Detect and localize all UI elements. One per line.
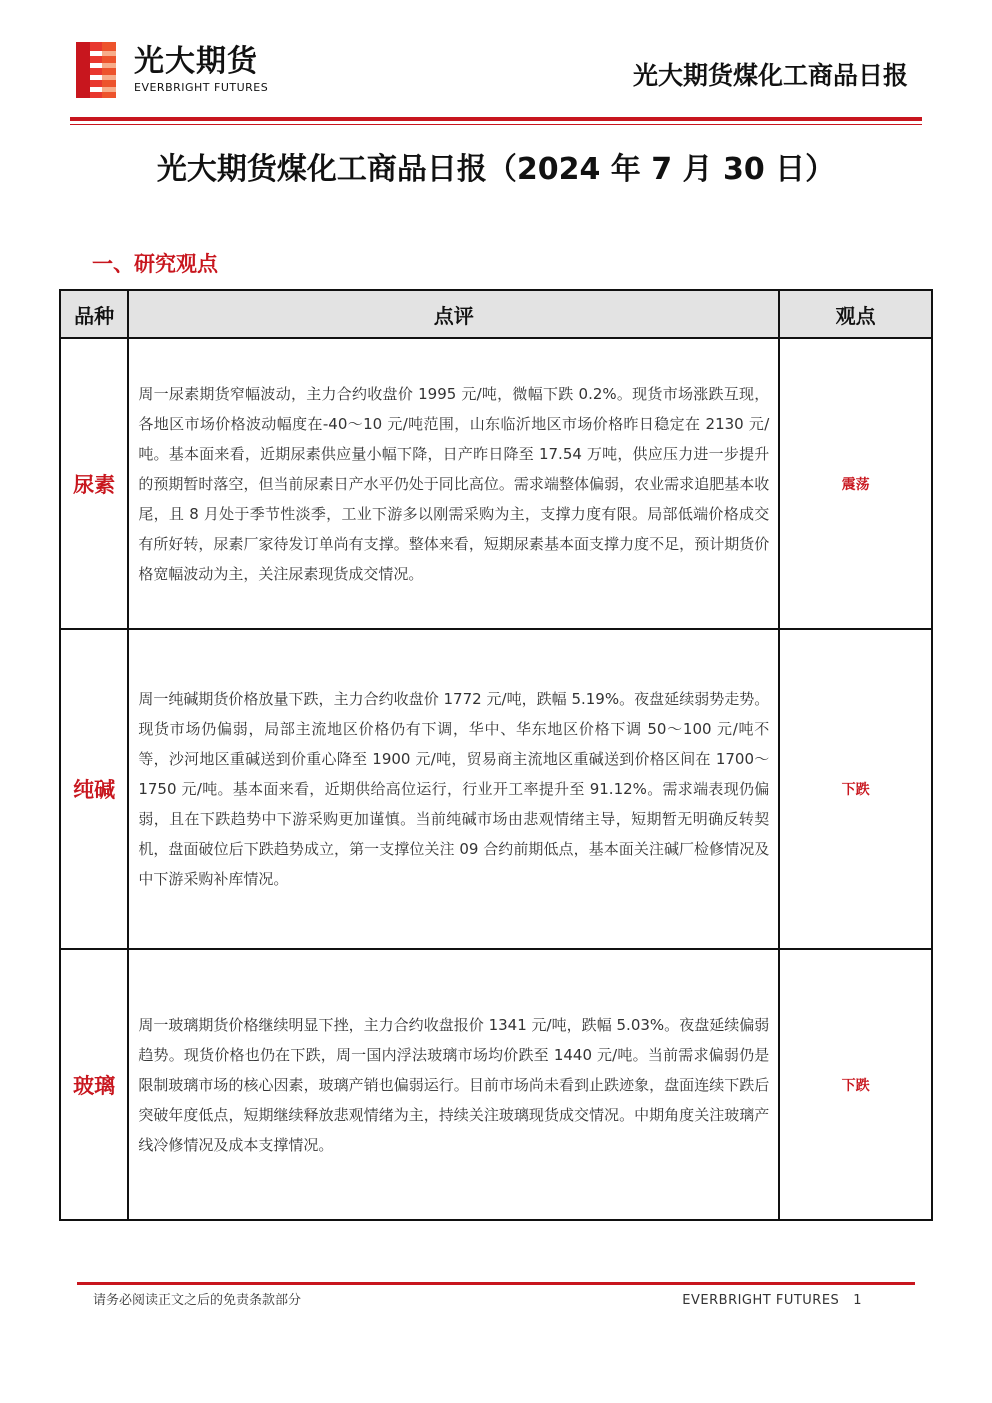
variety-name: 纯碱 [60,629,128,949]
page-number: 1 [853,1293,862,1308]
logo-text-cn: 光大期货 [134,44,258,79]
variety-name: 玻璃 [60,949,128,1220]
logo-text-en: EVERBRIGHT FUTURES [134,81,269,94]
footer-disclaimer: 请务必阅读正文之后的免责条款部分 [93,1293,302,1308]
document-title: 光大期货煤化工商品日报（2024 年 7 月 30 日） [156,152,836,187]
comment-text: 周一尿素期货窄幅波动，主力合约收盘价 1995 元/吨，微幅下跌 0.2%。现货市场涨跌互现，各地区市场价格波动幅度在-40～10 元/吨范围，山东临沂地区市场价格昨日稳定在 2130 元/吨。基本面来看，近期尿素供应量小幅下降，日产昨日降至 17.54 万吨，供应压力进一步提升的预期暂时落空，但当前尿素日产水平仍处于同比高位。需求端整体偏弱，农业需求追肥基本收尾，且 8 月处于季节性淡季，工业下游多以刚需采购为主，支撑力度有限。局部低端价格成交有所好转，尿素厂家待发订单尚有支撑。整体来看，短期尿素基本面支撑力度不足，预计期货价格宽幅波动为主，关注尿素现货成交情况。 [128,338,779,629]
footer-brand: EVERBRIGHT FUTURES [682,1293,840,1308]
table-header-row [60,290,932,338]
table-row-urea [60,338,932,629]
research-view-table [59,289,933,1221]
variety-name: 尿素 [60,338,128,629]
header-divider [70,117,922,121]
header-view: 观点 [779,290,932,338]
comment-text: 周一纯碱期货价格放量下跌，主力合约收盘价 1772 元/吨，跌幅 5.19%。夜盘延续弱势走势。现货市场仍偏弱，局部主流地区价格仍有下调，华中、华东地区价格下调 50～100 元/吨不等，沙河地区重碱送到价重心降至 1900 元/吨，贸易商主流地区重碱送到价格区间在 1700～1750 元/吨。基本面来看，近期供给高位运行，行业开工率提升至 91.12%。需求端表现仍偏弱，且在下跌趋势中下游采购更加谨慎。当前纯碱市场由悲观情绪主导，短期暂无明确反转契机，盘面破位后下跌趋势成立，第一支撑位关注 09 合约前期低点，基本面关注碱厂检修情况及中下游采购补库情况。 [128,629,779,949]
comment-text: 周一玻璃期货价格继续明显下挫，主力合约收盘报价 1341 元/吨，跌幅 5.03%。夜盘延续偏弱趋势。现货价格也仍在下跌，周一国内浮法玻璃市场均价跌至 1440 元/吨。当前需求偏弱仍是限制玻璃市场的核心因素，玻璃产销也偏弱运行。目前市场尚未看到止跌迹象，盘面连续下跌后突破年度低点，短期继续释放悲观情绪为主，持续关注玻璃现货成交情况。中期角度关注玻璃产线冷修情况及成本支撑情况。 [128,949,779,1220]
view-label: 下跌 [779,949,932,1220]
view-label: 下跌 [779,629,932,949]
table-row-glass [60,949,932,1220]
header-variety: 品种 [60,290,128,338]
header-report-name: 光大期货煤化工商品日报 [632,61,908,90]
footer-divider [77,1282,915,1285]
header-divider-thin [70,124,922,125]
section-heading: 一、研究观点 [92,252,218,276]
table-row-soda-ash [60,629,932,949]
header-comment: 点评 [128,290,779,338]
view-label: 震荡 [779,338,932,629]
footer-brand-page [682,1292,862,1310]
everbright-logo-icon [76,42,116,98]
